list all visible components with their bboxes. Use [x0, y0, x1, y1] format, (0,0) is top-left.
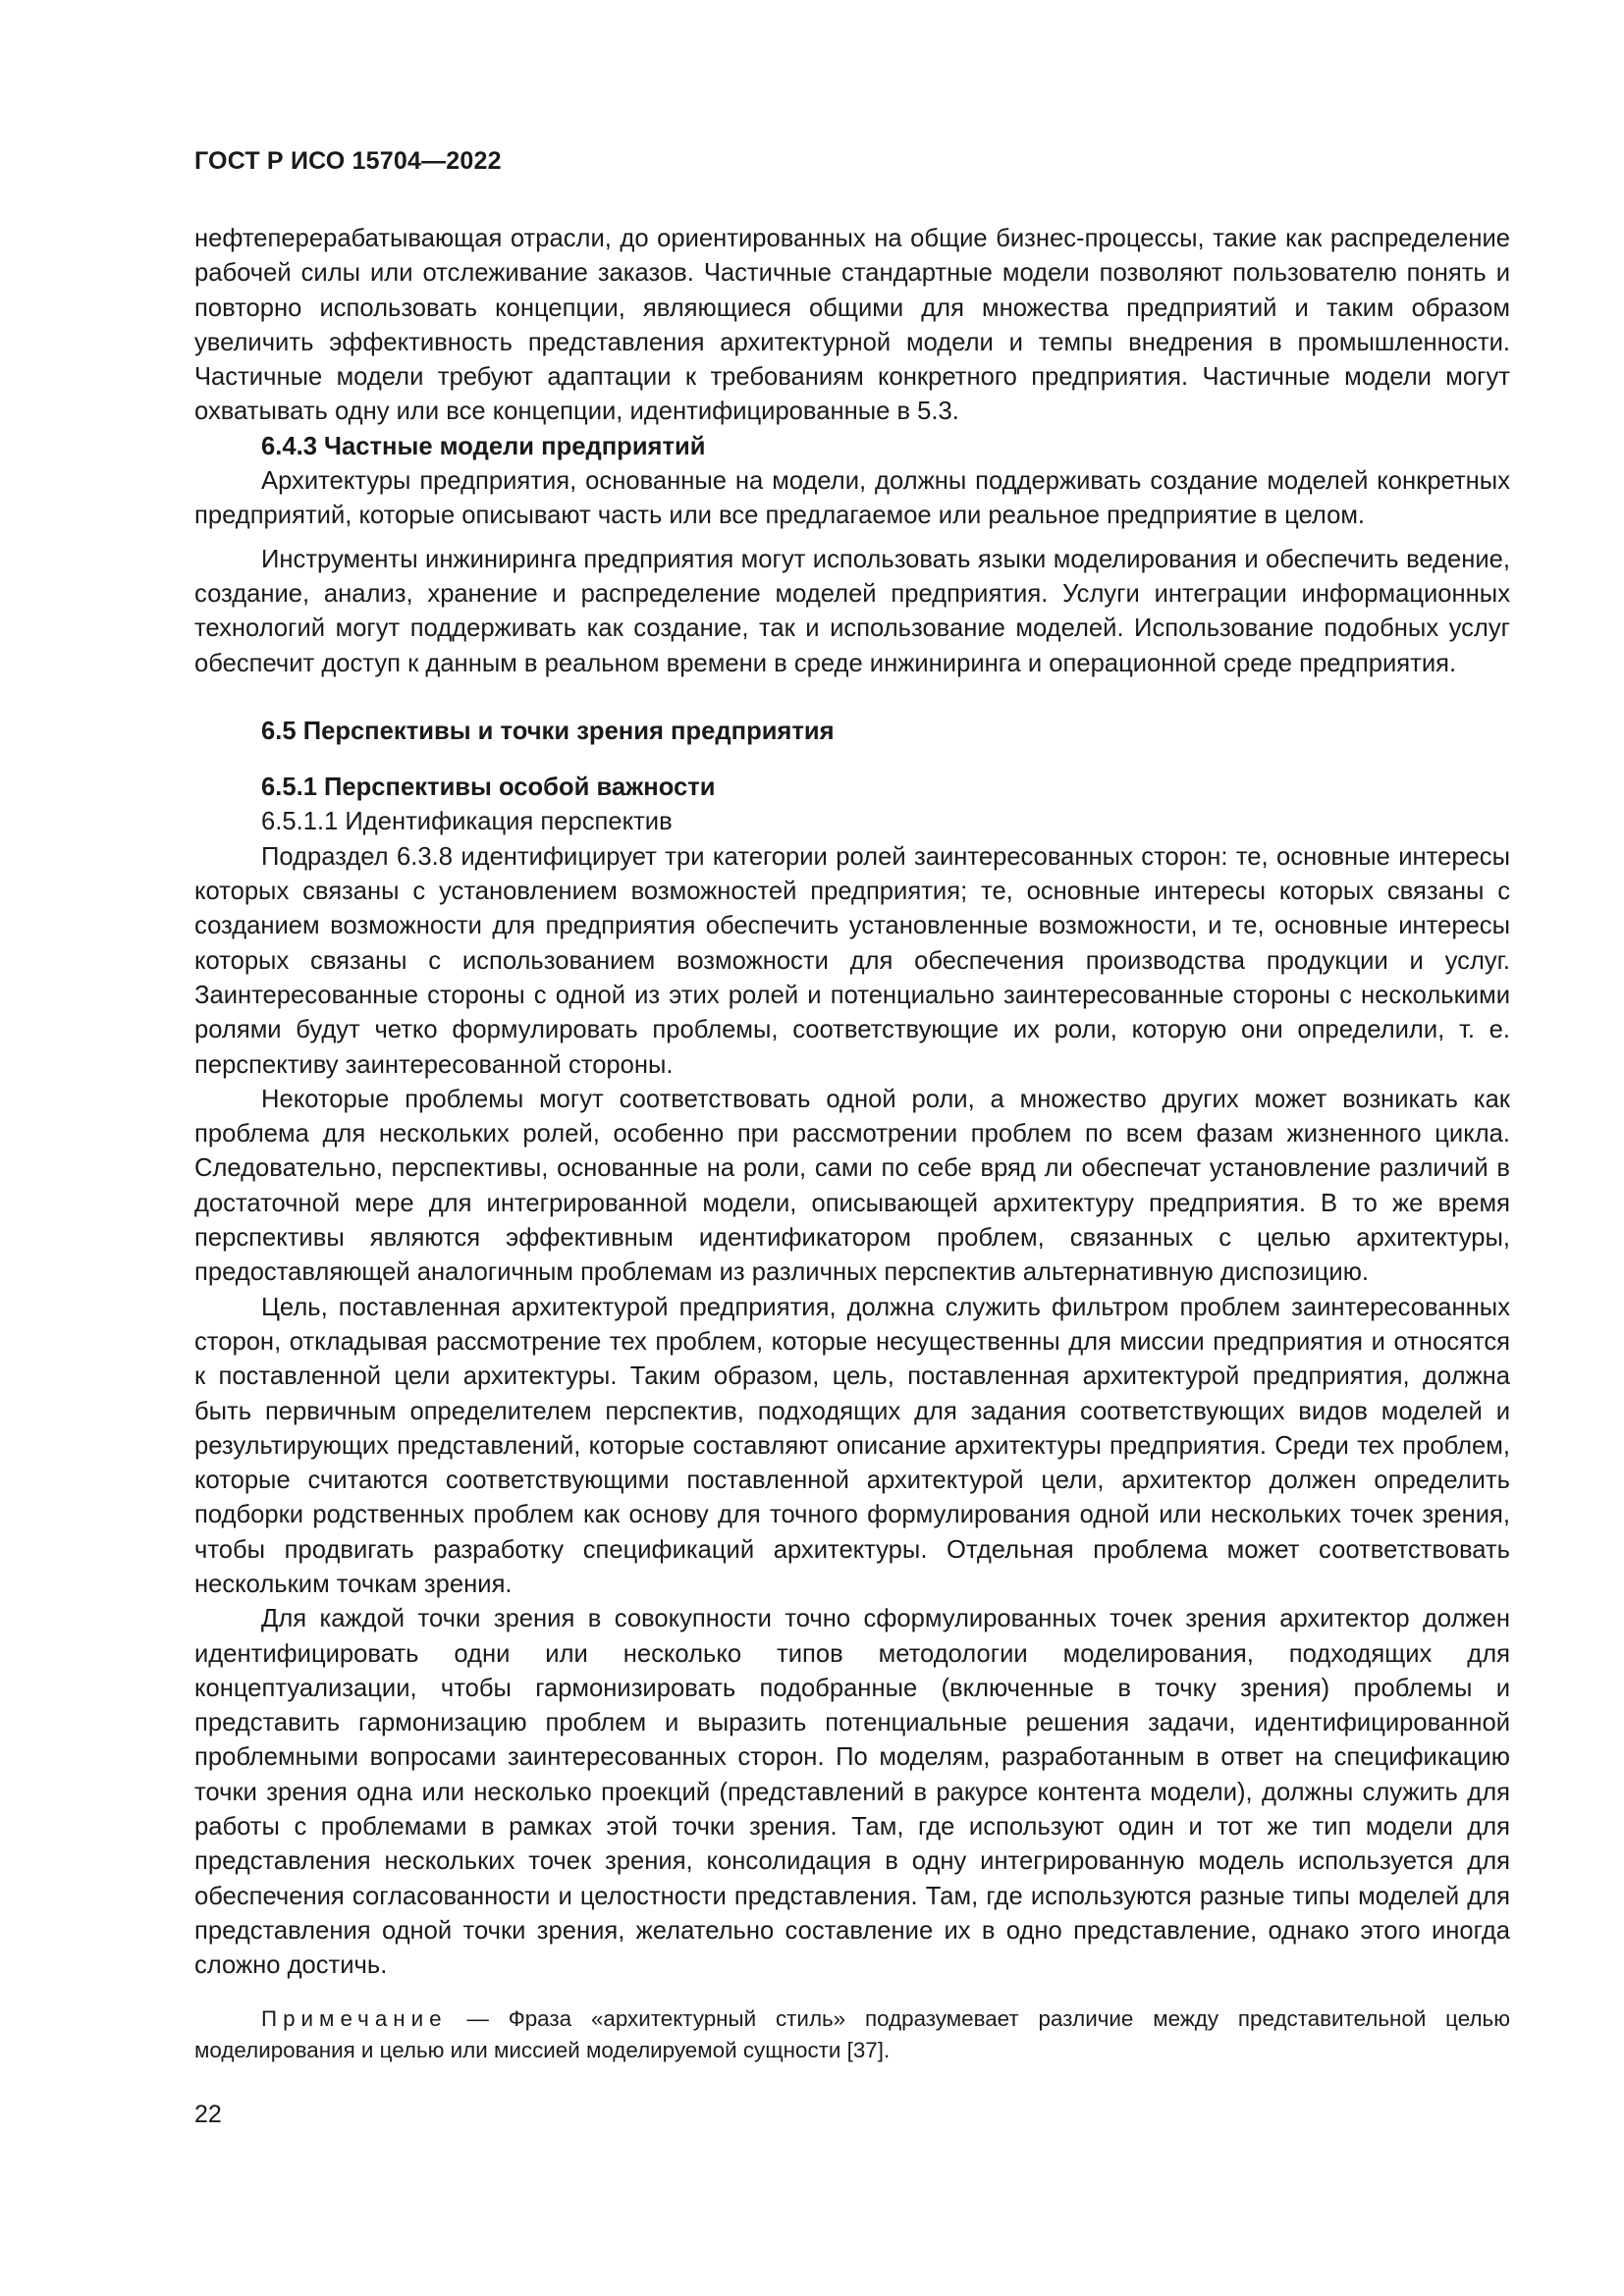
paragraph-6-5-1-1-d: Для каждой точки зрения в совокупности точно сформулированных точек зрения архитектор должен идентифицировать одни или несколько типов методологии моделирования, подходящих для концептуализации, чтобы гармонизировать подобранные (включенные в точку зрения) проблемы и представить гармонизацию проблем и выразить потенциальные решения задачи, идентифицированной проблемными вопросами заинтересованных сторон. По моделям, разработанным в ответ на спецификацию точки зрения одна или несколько проекций (представлений в ракурсе контента модели), должны служить для работы с проблемами в рамках этой точки зрения. Там, где используют один и тот же тип модели для представления нескольких точек зрения, консолидация в одну интегрированную модель используется для обеспечения согласованности и целостности представления. Там, где используются разные типы моделей для представления одной точки зрения, желательно составление их в одно представление, однако этого иногда сложно достичь.: [194, 1605, 1510, 1980]
note-label: Примечание: [261, 2005, 448, 2031]
page-content: [194, 222, 1510, 2067]
section-heading-6-5-1-1: 6.5.1.1 Идентификация перспектив: [261, 808, 673, 836]
paragraph-continued: нефтеперерабатывающая отрасли, до ориентированных на общие бизнес-процессы, такие как распределение рабочей силы или отслеживание заказов. Частичные стандартные модели позволяют пользователю понять и повторно использовать концепции, являющиеся общими для множества предприятий и таким образом увеличить эффективность представления архитектурной модели и темпы внедрения в промышленности. Частичные модели требуют адаптации к требованиям конкретного предприятия. Частичные модели могут охватывать одну или все концепции, идентифицированные в 5.3.: [194, 225, 1510, 426]
paragraph-6-5-1-1-c: Цель, поставленная архитектурой предприятия, должна служить фильтром проблем заинтересованных сторон, откладывая рассмотрение тех проблем, которые несущественны для миссии предприятия и относятся к поставленной цели архитектуры. Таким образом, цель, поставленная архитектурой предприятия, должна быть первичным определителем перспектив, подходящих для задания соответствующих видов моделей и результирующих представлений, которые составляют описание архитектуры предприятия. Среди тех проблем, которые считаются соответствующими поставленной архитектурой цели, архитектор должен определить подборки родственных проблем как основу для точного формулирования одной или нескольких точек зрения, чтобы продвигать разработку спецификаций архитектуры. Отдельная проблема может соответствовать нескольким точкам зрения.: [194, 1293, 1510, 1598]
paragraph-6-4-3-b: Инструменты инжиниринга предприятия могут использовать языки моделирования и обеспечить ведение, создание, анализ, хранение и распределение моделей предприятия. Услуги интеграции информационных технологий могут поддерживать как создание, так и использование моделей. Использование подобных услуг обеспечит доступ к данным в реальном времени в среде инжиниринга и операционной среде предприятия.: [194, 545, 1510, 677]
paragraph-6-4-3-a: Архитектуры предприятия, основанные на модели, должны поддерживать создание моделей конкретных предприятий, которые описывают часть или все предлагаемое или реальное предприятие в целом.: [194, 467, 1510, 530]
standard-header: ГОСТ Р ИСО 15704—2022: [194, 147, 502, 175]
section-heading-6-4-3: 6.4.3 Частные модели предприятий: [261, 432, 706, 460]
note: [194, 2003, 1510, 2067]
note-text: — Фраза «архитектурный стиль» подразумевает различие между представительной целью моделирования и целью или миссией моделируемой сущности [37].: [194, 2005, 1510, 2063]
section-heading-6-5: 6.5 Перспективы и точки зрения предприятия: [261, 717, 835, 745]
paragraph-6-5-1-1-a: Подраздел 6.3.8 идентифицирует три категории ролей заинтересованных сторон: те, основные интересы которых связаны с установлением возможностей предприятия; те, основные интересы которых связаны с созданием возможности для предприятия обеспечить установленные возможности, и те, основные интересы которых связаны с использованием возможности для обеспечения производства продукции и услуг. Заинтересованные стороны с одной из этих ролей и потенциально заинтересованные стороны с несколькими ролями будут четко формулировать проблемы, соответствующие их роли, которую они определили, т. е. перспективу заинтересованной стороны.: [194, 842, 1510, 1079]
paragraph-6-5-1-1-b: Некоторые проблемы могут соответствовать одной роли, а множество других может возникать как проблема для нескольких ролей, особенно при рассмотрении проблем по всем фазам жизненного цикла. Следовательно, перспективы, основанные на роли, сами по себе вряд ли обеспечат установление различий в достаточной мере для интегрированной модели, описывающей архитектуру предприятия. В то же время перспективы являются эффективным идентификатором проблем, связанных с целью архитектуры, предоставляющей аналогичным проблемам из различных перспектив альтернативную диспозицию.: [194, 1085, 1510, 1287]
section-heading-6-5-1: 6.5.1 Перспективы особой важности: [261, 774, 716, 802]
page-number: 22: [194, 2101, 222, 2128]
